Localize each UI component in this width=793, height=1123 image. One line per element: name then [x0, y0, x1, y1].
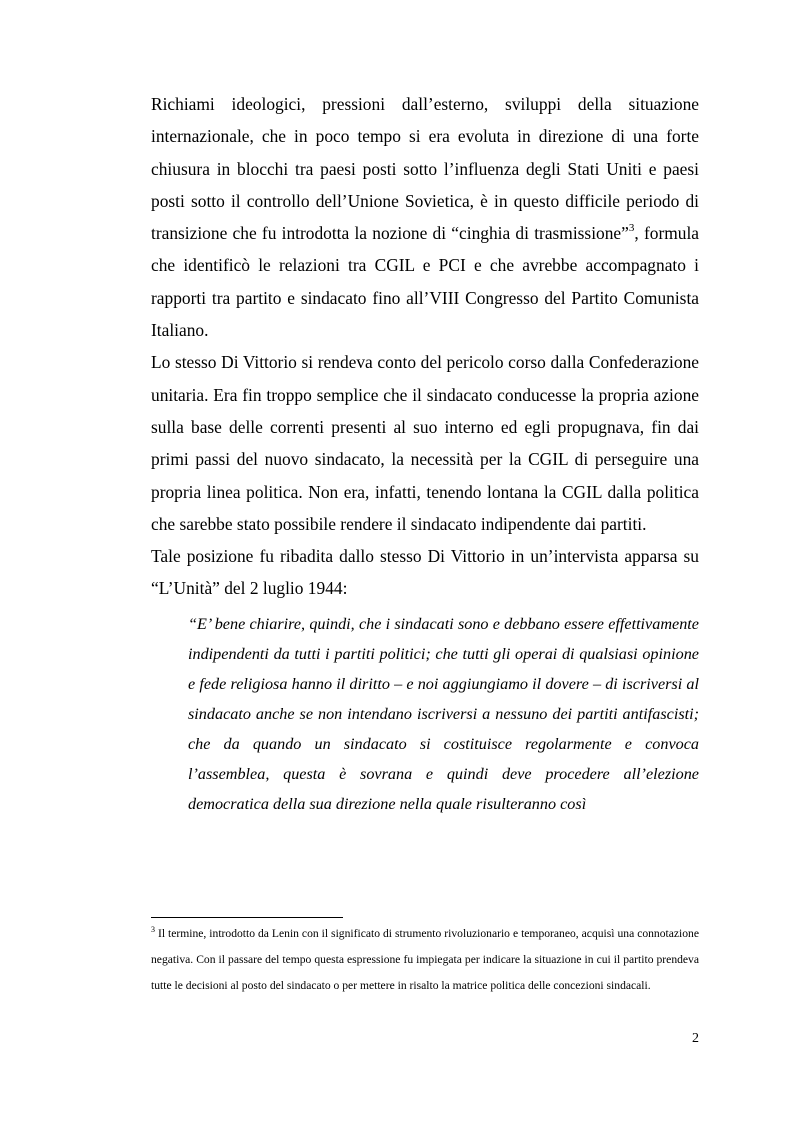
footnote-text: Il termine, introdotto da Lenin con il significato di strumento rivoluzionario e temporaneo, acquisì una connotazione negativa. Con il passare del tempo questa espressione fu impiegata per indicare la situazione in cui il partito prendeva tutte le decisioni al posto del sindacato o per mettere in risalto la matrice politica delle concezioni sindacali. [151, 927, 699, 992]
page-number: 2 [692, 1031, 699, 1046]
footnote-separator [151, 917, 343, 918]
body-text [151, 88, 699, 819]
paragraph-1-continuation: , formula che identificò le relazioni tra CGIL e PCI e che avrebbe accompagnato i rapporti tra partito e sindacato fino all’VIII Congresso del Partito Comunista Italiano. [151, 223, 700, 341]
paragraph-1 [151, 88, 699, 346]
footnote-reference[interactable]: 3 [628, 222, 635, 235]
paragraph-2: Lo stesso Di Vittorio si rendeva conto del pericolo corso dalla Confederazione unitaria. Era fin troppo semplice che il sindacato conducesse la propria azione sulla base delle correnti presenti al suo interno ed egli propugnava, fin dai primi passi del nuovo sindacato, la necessità per la CGIL di perseguire una propria linea politica. Non era, infatti, tenendo lontana la CGIL dalla politica che sarebbe stato possibile rendere il sindacato indipendente dai partiti. [151, 352, 699, 534]
footnote-number: 3 [151, 925, 155, 934]
paragraph-3: Tale posizione fu ribadita dallo stesso Di Vittorio in un’intervista apparsa su “L’Unità” del 2 luglio 1944: [151, 546, 699, 599]
footnote [151, 921, 699, 998]
paragraph-1-text: Richiami ideologici, pressioni dall’esterno, sviluppi della situazione internazionale, che in poco tempo si era evoluta in direzione di una forte chiusura in blocchi tra paesi posti sotto l’influenza degli Stati Uniti e paesi posti sotto il controllo dell’Unione Sovietica, è in questo difficile periodo di transizione che fu introdotta la nozione di “cinghia di trasmissione” [151, 94, 699, 244]
block-quote: “E’ bene chiarire, quindi, che i sindacati sono e debbano essere effettivamente indipendenti da tutti i partiti politici; che tutti gli operai di qualsiasi opinione e fede religiosa hanno il diritto – e noi aggiungiamo il dovere – di iscriversi al sindacato anche se non intendano iscriversi a nessuno dei partiti antifascisti; che da quando un sindacato si costituisce regolarmente e convoca l’assemblea, questa è sovrana e quindi deve procedere all’elezione democratica della sua direzione nella quale risulteranno così [188, 614, 699, 813]
